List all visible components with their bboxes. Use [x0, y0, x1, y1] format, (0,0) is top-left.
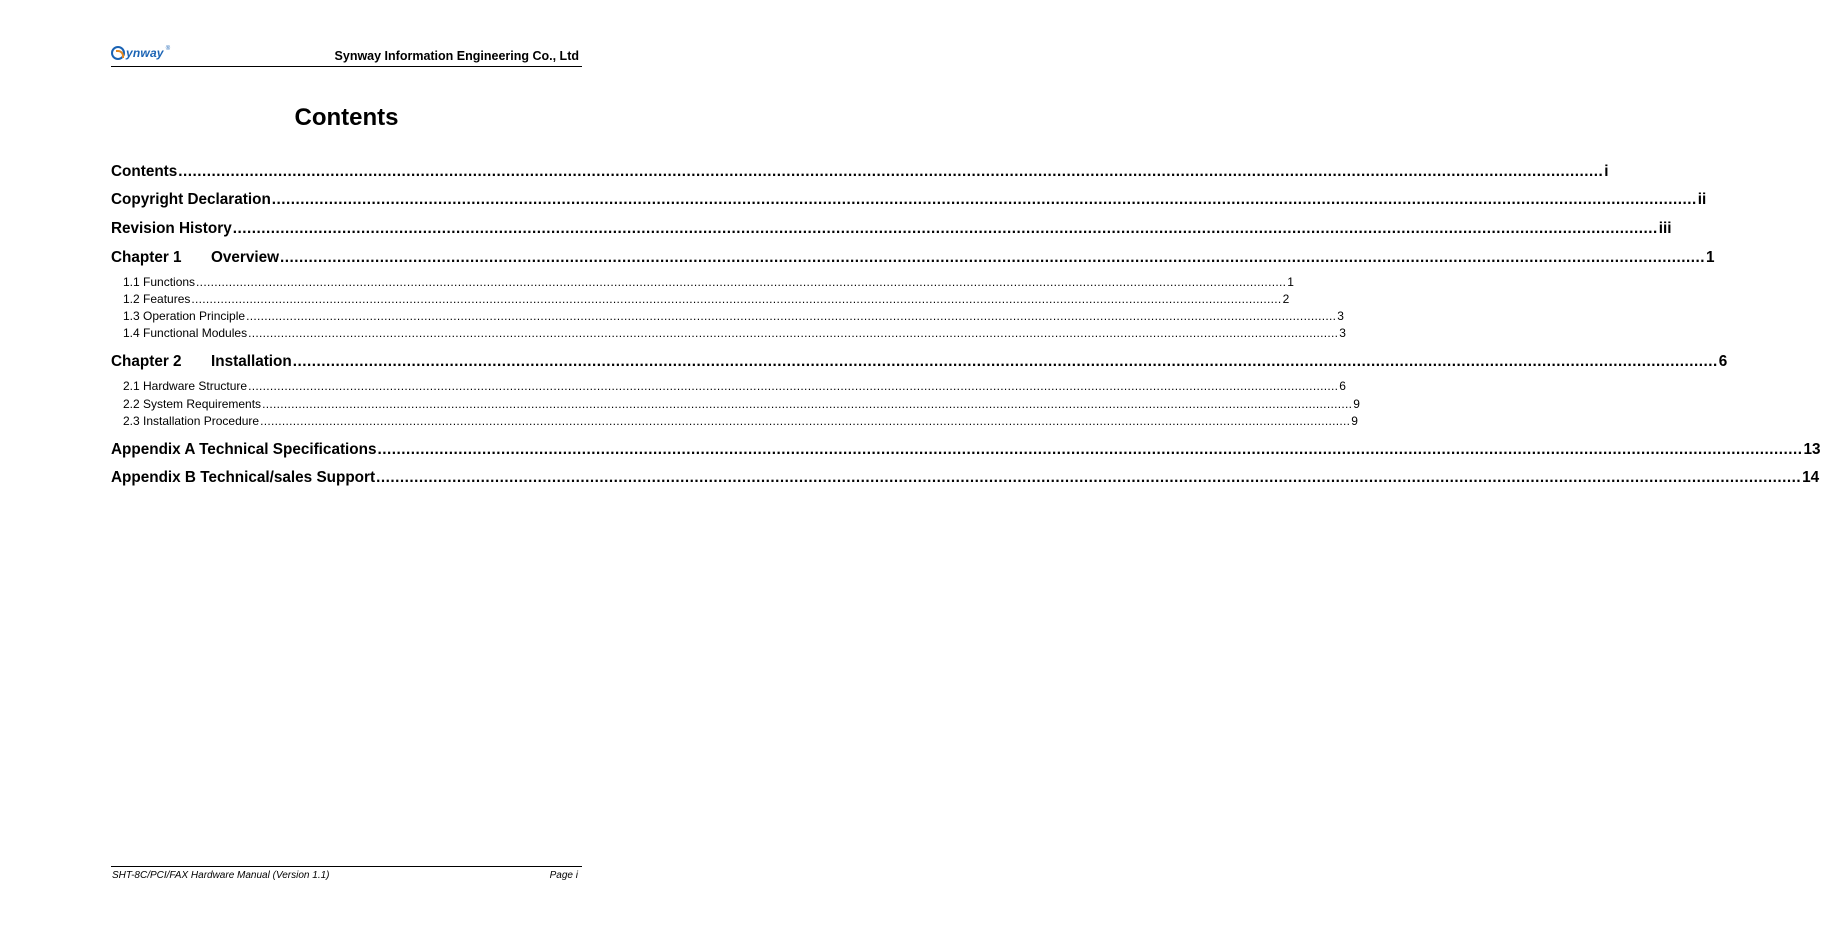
- toc-chapter-number: Chapter 1: [111, 249, 182, 266]
- toc-entry-copyright[interactable]: [111, 191, 1707, 211]
- page-title: Contents: [294, 104, 399, 131]
- toc-chapter-number: Chapter 2: [111, 353, 182, 370]
- toc-entry-label: 1.4 Functional Modules: [123, 326, 248, 340]
- toc-entry-page: 2: [1282, 292, 1290, 306]
- toc-entry-page: 14: [1802, 469, 1820, 486]
- toc-entry-label: [111, 353, 292, 371]
- company-name: Synway Information Engineering Co., Ltd: [334, 49, 579, 63]
- toc-entry-label: Appendix B Technical/sales Support: [111, 469, 376, 486]
- toc-entry-page: 6: [1718, 353, 1728, 370]
- toc-leader-dots: ............................................................................................................................................................................................................................................................................................................: [292, 353, 1718, 370]
- toc-entry-label: 2.3 Installation Procedure: [123, 414, 260, 428]
- toc-entry-appendix-a[interactable]: [111, 441, 1821, 461]
- toc-entry-1-1[interactable]: [123, 275, 1294, 291]
- toc-entry-1-4[interactable]: [123, 326, 1346, 342]
- toc-leader-dots: ............................................................................................................................................................................................................................................................................................................: [280, 249, 1706, 266]
- toc-entry-page: iii: [1658, 220, 1672, 237]
- toc-entry-page: 13: [1803, 441, 1821, 458]
- toc-entry-page: 1: [1287, 275, 1294, 289]
- toc-entry-contents[interactable]: [111, 163, 1609, 183]
- toc-entry-chapter-1[interactable]: [111, 249, 1715, 269]
- toc-entry-label: Contents: [111, 163, 178, 180]
- toc-entry-page: 6: [1339, 379, 1346, 393]
- toc-entry-1-3[interactable]: [123, 309, 1344, 325]
- toc-entry-2-1[interactable]: [123, 379, 1346, 395]
- toc-entry-page: 3: [1337, 309, 1344, 323]
- toc-entry-label: Revision History: [111, 220, 232, 237]
- toc-leader-dots: ............................................................................................................................................................................................................................................................................................................: [377, 441, 1803, 458]
- toc-entry-label: [111, 249, 279, 267]
- toc-entry-page: ii: [1697, 191, 1707, 208]
- toc-leader-dots: ............................................................................................................................................................................................................................................................................................................: [232, 220, 1658, 237]
- toc-leader-dots: ............................................................................................................................................................................................................................................................................................................: [246, 309, 1337, 323]
- toc-entry-2-2[interactable]: [123, 397, 1360, 413]
- toc-leader-dots: ............................................................................................................................................................................................................................................................................................................: [196, 275, 1287, 289]
- toc-chapter-title: Installation: [211, 353, 292, 370]
- synway-logo-icon: [111, 46, 125, 60]
- toc-entry-page: i: [1604, 163, 1609, 180]
- toc-leader-dots: ............................................................................................................................................................................................................................................................................................................: [191, 292, 1282, 306]
- toc-entry-2-3[interactable]: [123, 414, 1358, 430]
- toc-entry-revision-history[interactable]: [111, 220, 1672, 240]
- toc-entry-page: 9: [1351, 414, 1358, 428]
- toc-entry-page: 9: [1353, 397, 1360, 411]
- toc-entry-label: 1.2 Features: [123, 292, 191, 306]
- toc-entry-label: 1.3 Operation Principle: [123, 309, 246, 323]
- toc-leader-dots: ............................................................................................................................................................................................................................................................................................................: [248, 326, 1339, 340]
- toc-entry-label: 2.2 System Requirements: [123, 397, 262, 411]
- logo-text: ynway: [126, 46, 164, 60]
- toc-leader-dots: ............................................................................................................................................................................................................................................................................................................: [260, 414, 1351, 428]
- toc-entry-label: Copyright Declaration: [111, 191, 271, 208]
- toc-leader-dots: ............................................................................................................................................................................................................................................................................................................: [271, 191, 1697, 208]
- toc-entry-page: 3: [1339, 326, 1346, 340]
- toc-entry-page: 1: [1706, 249, 1715, 266]
- toc-chapter-title: Overview: [211, 249, 280, 266]
- manual-title: SHT-8C/PCI/FAX Hardware Manual (Version 1.1): [112, 870, 330, 881]
- toc-entry-label: 2.1 Hardware Structure: [123, 379, 248, 393]
- synway-logo: [111, 46, 170, 60]
- page-number: Page i: [549, 870, 578, 881]
- toc-entry-appendix-b[interactable]: [111, 469, 1820, 489]
- registered-mark: ®: [165, 46, 171, 52]
- toc-entry-chapter-2[interactable]: [111, 353, 1728, 373]
- toc-leader-dots: ............................................................................................................................................................................................................................................................................................................: [178, 163, 1604, 180]
- toc-leader-dots: ............................................................................................................................................................................................................................................................................................................: [262, 397, 1353, 411]
- toc-entry-1-2[interactable]: [123, 292, 1290, 308]
- toc-entry-label: Appendix A Technical Specifications: [111, 441, 377, 458]
- toc-leader-dots: ............................................................................................................................................................................................................................................................................................................: [376, 469, 1802, 486]
- page-header: [111, 42, 582, 67]
- toc-entry-label: 1.1 Functions: [123, 275, 196, 289]
- toc-leader-dots: ............................................................................................................................................................................................................................................................................................................: [248, 379, 1339, 393]
- page-footer: [111, 866, 582, 885]
